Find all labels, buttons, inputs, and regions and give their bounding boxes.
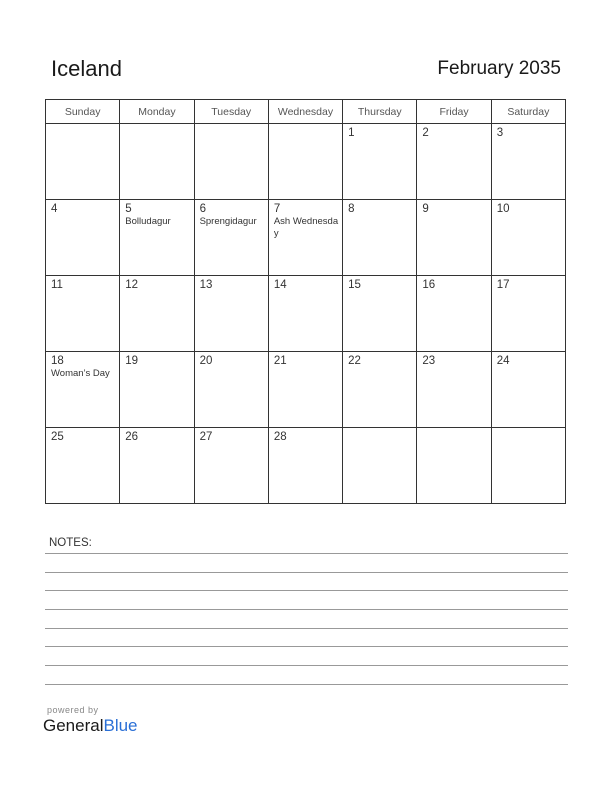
day-number: 20 xyxy=(199,355,213,367)
day-number: 7 xyxy=(273,203,281,215)
day-cell[interactable] xyxy=(46,352,120,428)
day-number: 21 xyxy=(273,355,287,367)
day-number: 14 xyxy=(273,279,287,291)
day-number: 22 xyxy=(348,355,361,367)
day-number: 4 xyxy=(51,203,58,215)
day-cell[interactable] xyxy=(120,276,194,352)
day-number: 12 xyxy=(125,279,139,291)
day-cell[interactable] xyxy=(343,428,417,504)
day-number: 17 xyxy=(496,279,510,291)
notes-line xyxy=(45,572,568,573)
notes-label: NOTES: xyxy=(49,537,92,549)
day-cell[interactable] xyxy=(194,124,268,200)
holiday-label: Woman’s Day xyxy=(51,368,110,379)
day-cell[interactable] xyxy=(343,276,417,352)
day-cell[interactable] xyxy=(120,352,194,428)
day-cell[interactable] xyxy=(343,124,417,200)
day-number: 24 xyxy=(496,355,510,367)
calendar-grid xyxy=(45,99,566,504)
day-number: 5 xyxy=(125,203,132,215)
day-number: 8 xyxy=(348,203,355,215)
day-number: 1 xyxy=(348,127,355,139)
week-row xyxy=(46,124,566,200)
powered-by-text: powered by xyxy=(47,705,99,715)
country-title: Iceland xyxy=(51,56,122,81)
notes-line xyxy=(45,553,568,554)
day-number: 16 xyxy=(422,279,436,291)
notes-line xyxy=(45,646,568,647)
day-cell[interactable] xyxy=(120,124,194,200)
day-cell[interactable] xyxy=(417,124,491,200)
day-number: 11 xyxy=(51,279,63,291)
day-number: 28 xyxy=(273,431,287,443)
notes-line xyxy=(45,684,568,685)
weekday-sunday: Sunday xyxy=(46,100,120,124)
day-number: 2 xyxy=(422,127,429,139)
day-cell[interactable] xyxy=(120,200,194,276)
day-number: 13 xyxy=(199,279,213,291)
holiday-label: Sprengidagur xyxy=(199,216,257,227)
day-number: 25 xyxy=(51,431,64,443)
day-cell[interactable] xyxy=(268,352,342,428)
day-cell[interactable] xyxy=(417,428,491,504)
holiday-label: Bolludagur xyxy=(125,216,171,227)
week-row xyxy=(46,200,566,276)
day-cell[interactable] xyxy=(194,428,268,504)
day-cell[interactable] xyxy=(343,200,417,276)
weekday-tuesday: Tuesday xyxy=(194,100,268,124)
day-cell[interactable] xyxy=(194,276,268,352)
day-cell[interactable] xyxy=(268,276,342,352)
day-cell[interactable] xyxy=(268,124,342,200)
day-cell[interactable] xyxy=(491,276,565,352)
day-cell[interactable] xyxy=(194,200,268,276)
day-number: 19 xyxy=(125,355,139,367)
day-number: 9 xyxy=(422,203,429,215)
day-cell[interactable] xyxy=(417,200,491,276)
weekday-header-row xyxy=(46,100,566,124)
weekday-friday: Friday xyxy=(417,100,491,124)
day-cell[interactable] xyxy=(268,428,342,504)
day-number: 18 xyxy=(51,355,64,367)
notes-line xyxy=(45,609,568,610)
day-number: 23 xyxy=(422,355,436,367)
day-number: 6 xyxy=(199,203,206,215)
day-number: 15 xyxy=(348,279,361,291)
weekday-wednesday: Wednesday xyxy=(268,100,342,124)
logo-blue: Blue xyxy=(103,716,138,735)
day-cell[interactable] xyxy=(491,428,565,504)
generalblue-logo[interactable] xyxy=(43,716,138,736)
weekday-saturday: Saturday xyxy=(491,100,565,124)
day-cell[interactable] xyxy=(46,276,120,352)
day-number: 27 xyxy=(199,431,213,443)
day-number: 26 xyxy=(125,431,139,443)
day-cell[interactable] xyxy=(46,200,120,276)
day-cell[interactable] xyxy=(343,352,417,428)
logo-general: General xyxy=(43,716,104,735)
day-number: 3 xyxy=(496,127,504,139)
day-cell[interactable] xyxy=(417,352,491,428)
notes-line xyxy=(45,665,568,666)
weekday-thursday: Thursday xyxy=(343,100,417,124)
notes-line xyxy=(45,628,568,629)
month-title: February 2035 xyxy=(437,58,561,79)
day-cell[interactable] xyxy=(46,428,120,504)
day-cell[interactable] xyxy=(491,352,565,428)
day-cell[interactable] xyxy=(120,428,194,504)
day-cell[interactable] xyxy=(491,200,565,276)
holiday-label: Ash Wednesday xyxy=(273,216,339,239)
week-row xyxy=(46,428,566,504)
day-number: 10 xyxy=(496,203,510,215)
day-cell[interactable] xyxy=(46,124,120,200)
day-cell[interactable] xyxy=(194,352,268,428)
day-cell[interactable] xyxy=(417,276,491,352)
day-cell[interactable] xyxy=(268,200,342,276)
weekday-monday: Monday xyxy=(120,100,194,124)
week-row xyxy=(46,276,566,352)
week-row xyxy=(46,352,566,428)
day-cell[interactable] xyxy=(491,124,565,200)
notes-line xyxy=(45,590,568,591)
